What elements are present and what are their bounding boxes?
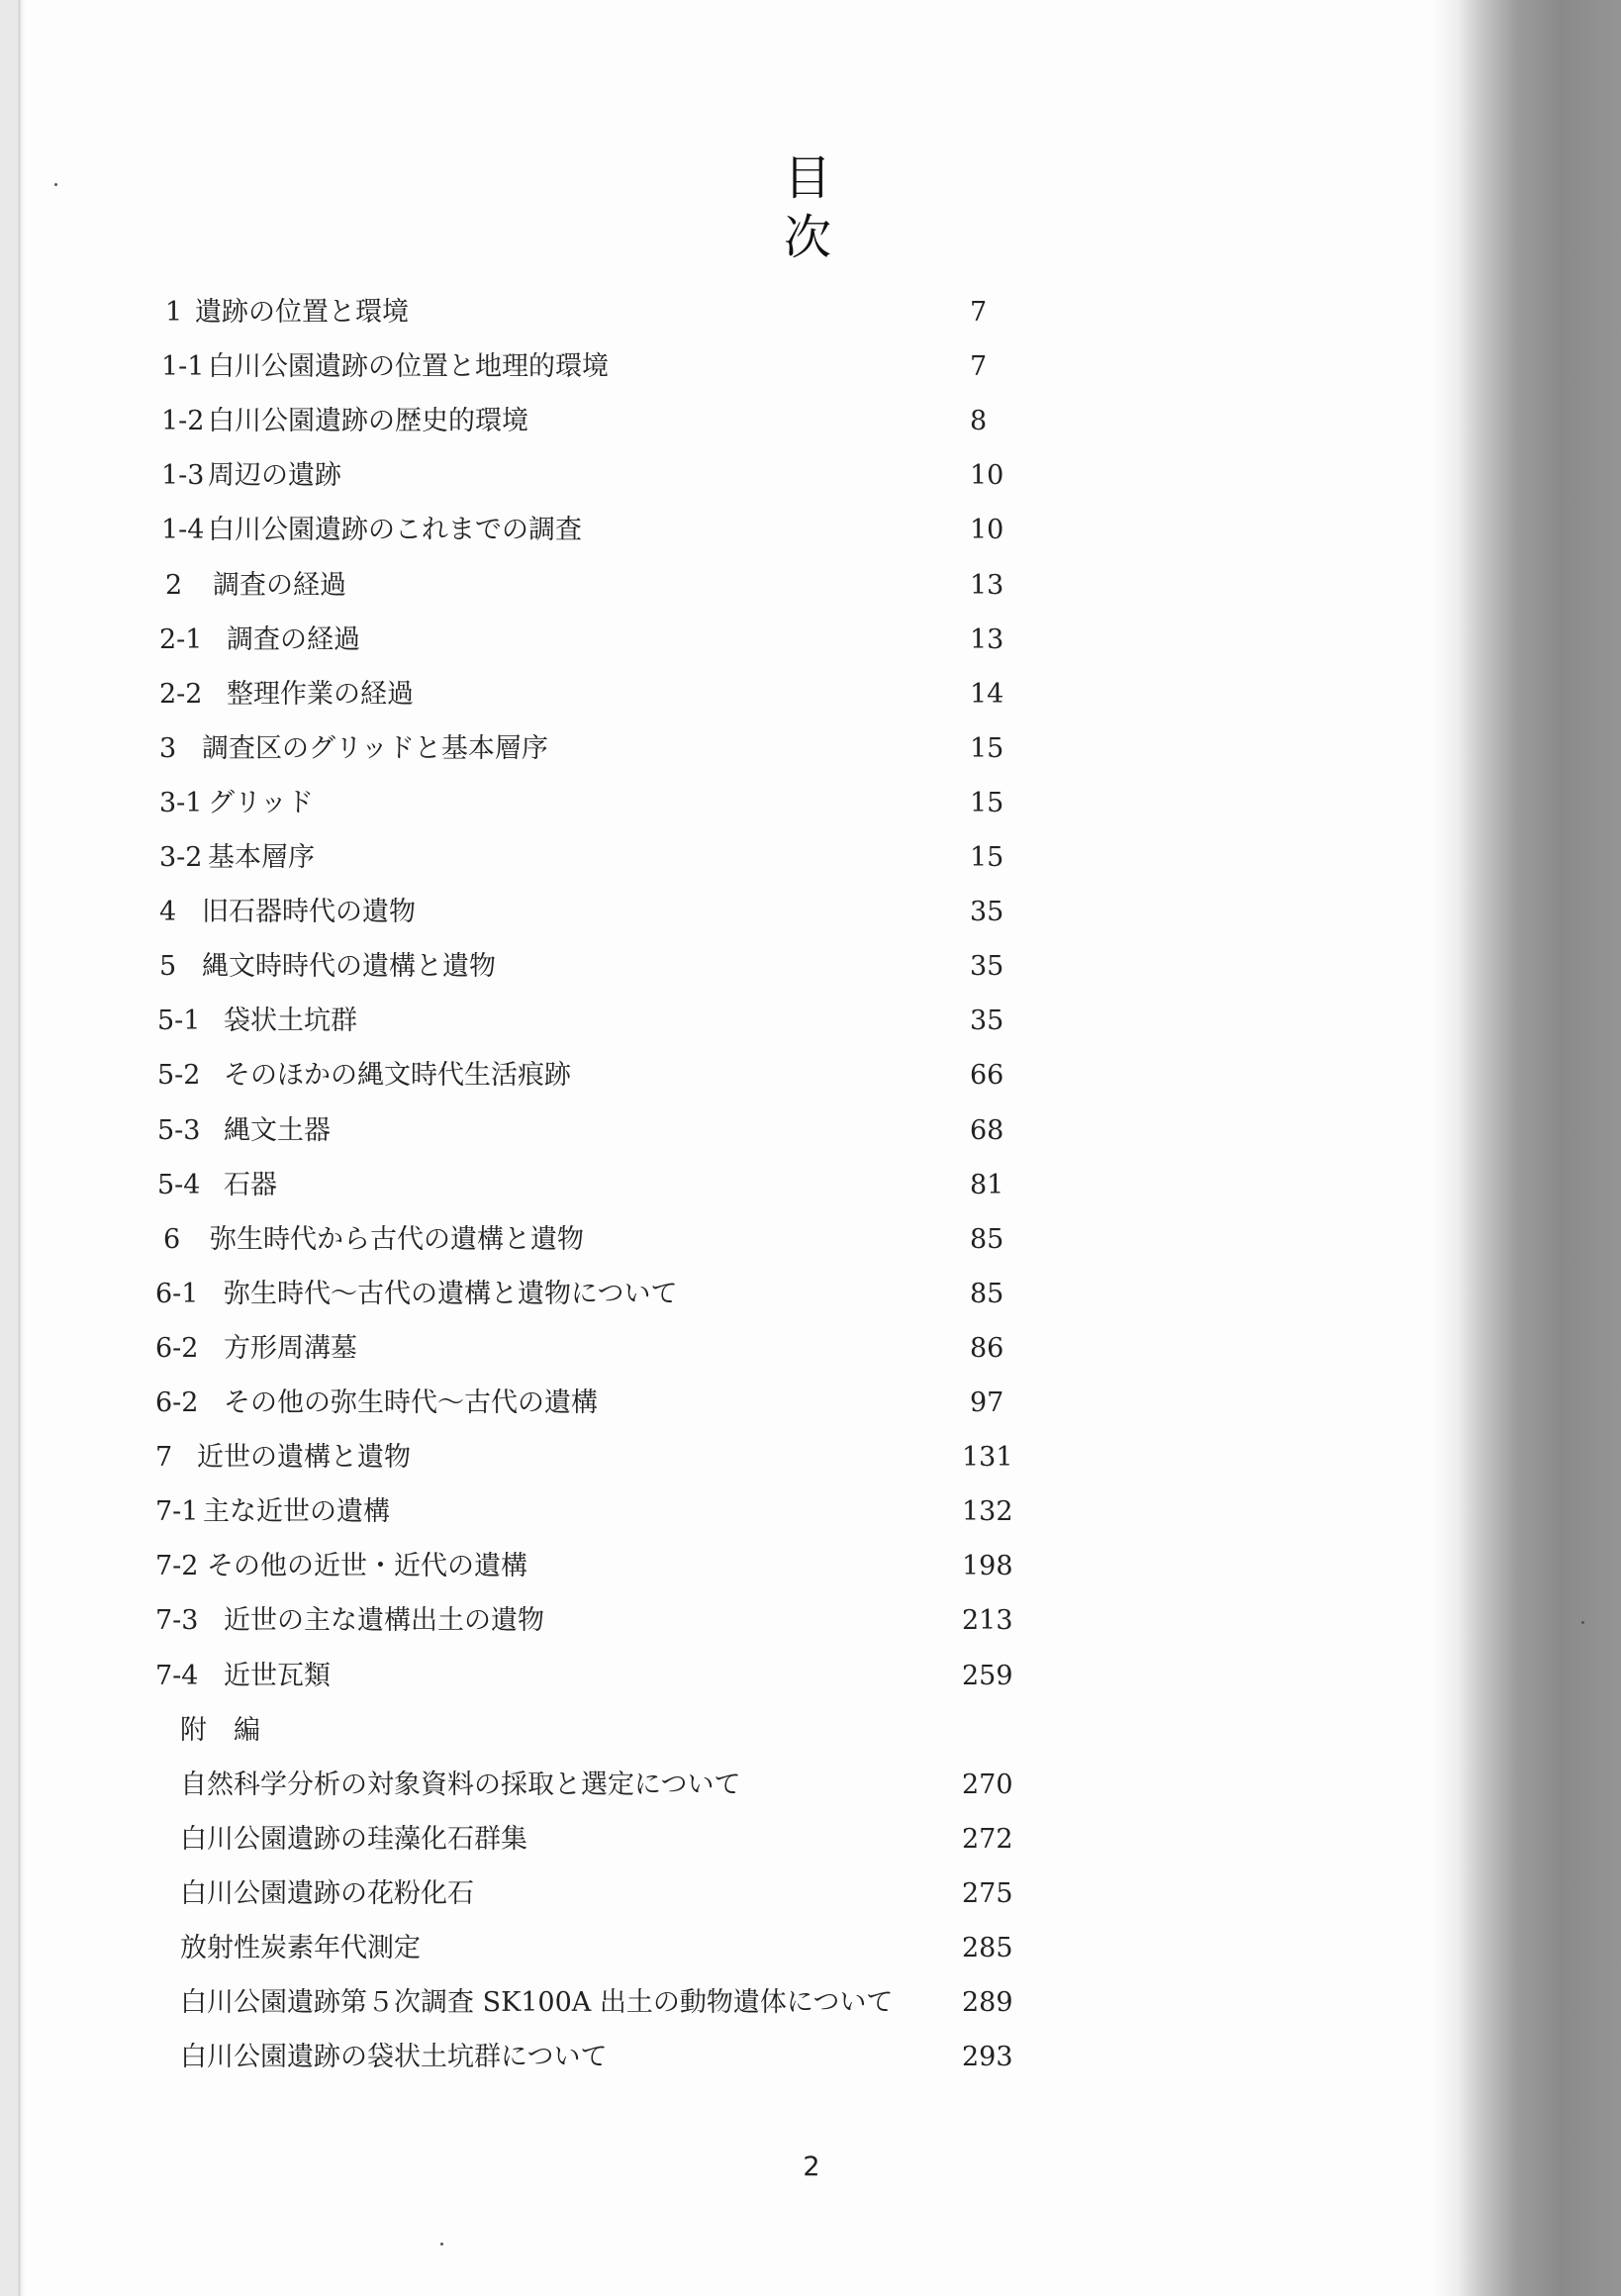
toc-entry-title: その他の近世・近代の遺構	[207, 1551, 527, 1582]
toc-entry-number: 5	[159, 951, 177, 983]
toc-entry-page: 275	[962, 1877, 1013, 1909]
toc-entry-title: 周辺の遺跡	[208, 460, 341, 492]
toc-entry-page: 272	[962, 1823, 1013, 1855]
toc-entry-title: 弥生時代から古代の遺構と遺物	[210, 1223, 584, 1255]
toc-entry-number: 7-3	[155, 1605, 199, 1637]
toc-entry-title: 白川公園遺跡の袋状土坑群について	[180, 2042, 608, 2073]
toc-entry	[158, 509, 1049, 552]
toc-entry-number: 4	[159, 897, 177, 928]
toc-entry-title: 放射性炭素年代測定	[180, 1933, 421, 1963]
toc-entry-page: 293	[962, 2042, 1013, 2073]
toc-entry-page: 8	[970, 406, 988, 437]
toc-entry-number: 5-3	[157, 1114, 201, 1146]
toc-entry	[158, 1164, 1049, 1207]
toc-entry-title: 袋状土坑群	[224, 1005, 357, 1037]
toc-entry-number: 5-2	[157, 1060, 201, 1092]
toc-entry-title: 調査の経過	[213, 569, 346, 601]
toc-entry-title: 白川公園遺跡第５次調査 SK100A 出土の動物遺体について	[180, 1987, 894, 2019]
toc-entry-number: 2-1	[159, 623, 203, 655]
toc-entry-page: 10	[970, 460, 1004, 492]
toc-entry-title: 調査の経過	[227, 623, 360, 655]
toc-entry-title: 方形周溝墓	[224, 1332, 357, 1364]
toc-entry	[158, 891, 1049, 934]
toc-entry-page: 14	[970, 678, 1004, 710]
toc-entry-title: 縄文土器	[224, 1114, 331, 1146]
toc-entry-title: 附 編	[180, 1714, 260, 1746]
toc-entry	[158, 1109, 1049, 1153]
toc-entry-number: 1-1	[161, 351, 205, 383]
toc-entry	[155, 1273, 1049, 1316]
toc-entry-number: 6-2	[155, 1332, 199, 1364]
toc-entry-page: 270	[962, 1769, 1013, 1800]
toc-entry-number: 6-1	[155, 1278, 199, 1309]
toc-entry	[158, 1927, 1049, 1970]
toc-entry-title: 石器	[224, 1169, 277, 1200]
toc-entry-page: 289	[962, 1987, 1013, 2019]
toc-entry-page: 13	[970, 569, 1004, 601]
toc-entry-title: 近世の遺構と遺物	[197, 1442, 411, 1474]
scan-speck	[440, 2243, 443, 2246]
toc-entry-page: 35	[970, 951, 1004, 983]
toc-entry-title: 白川公園遺跡の歴史的環境	[208, 406, 528, 437]
scan-speck	[1581, 1621, 1584, 1624]
toc-entry-title: 調査区のグリッドと基本層序	[202, 732, 548, 764]
toc-entry-number: 7-4	[155, 1660, 199, 1691]
toc-entry-page: 198	[962, 1551, 1013, 1582]
toc-entry-page: 66	[970, 1060, 1004, 1092]
toc-entry	[158, 1000, 1049, 1043]
page-number: 2	[803, 2152, 820, 2182]
toc-entry-page: 86	[970, 1332, 1004, 1364]
toc-entry	[155, 1436, 1049, 1480]
toc-entry-page: 10	[970, 515, 1004, 546]
toc-entry-title: 近世瓦類	[224, 1660, 331, 1691]
toc-entry-number: 1-2	[161, 406, 205, 437]
toc-entry-page: 7	[970, 297, 988, 328]
toc-entry-page: 81	[970, 1169, 1004, 1200]
toc-entry-page: 7	[970, 351, 988, 383]
toc-entry	[155, 1655, 1049, 1698]
toc-entry-page: 85	[970, 1278, 1004, 1309]
toc-entry-number: 2	[165, 569, 183, 601]
toc-entry	[158, 836, 1049, 880]
toc-entry-number: 6-2	[155, 1387, 199, 1418]
toc-entry	[158, 619, 1049, 662]
toc-entry-title: 白川公園遺跡のこれまでの調査	[208, 515, 582, 546]
toc-entry-page: 85	[970, 1223, 1004, 1255]
toc-entry-page: 35	[970, 1005, 1004, 1037]
toc-entry-number: 1-4	[161, 515, 205, 546]
toc-entry-number: 7-1	[155, 1496, 199, 1528]
toc-entry-title: 基本層序	[208, 842, 315, 873]
toc-entry-page: 35	[970, 897, 1004, 928]
toc-entry-page: 68	[970, 1114, 1004, 1146]
toc-entry-title: 近世の主な遺構出土の遺物	[224, 1605, 544, 1637]
toc-entry	[158, 564, 1049, 608]
toc-entry-page: 97	[970, 1387, 1004, 1418]
toc-entry-title: その他の弥生時代～古代の遺構	[224, 1387, 598, 1418]
page-title: 目 次	[783, 150, 859, 265]
toc-entry-number: 6	[163, 1223, 181, 1255]
toc-entry	[158, 1054, 1049, 1098]
toc-entry	[158, 1872, 1049, 1916]
toc-entry-number: 1-3	[161, 460, 205, 492]
toc-entry-number: 5-4	[157, 1169, 201, 1200]
toc-entry-title: 自然科学分析の対象資料の採取と選定について	[180, 1769, 741, 1800]
toc-entry	[158, 1709, 1049, 1753]
toc-entry	[158, 727, 1049, 771]
toc-entry	[155, 1327, 1049, 1371]
toc-entry-title: 白川公園遺跡の花粉化石	[180, 1877, 474, 1909]
toc-entry-title: 白川公園遺跡の珪藻化石群集	[180, 1823, 527, 1855]
toc-entry-number: 7-2	[155, 1551, 199, 1582]
toc-entry-page: 15	[970, 732, 1004, 764]
toc-entry	[155, 1382, 1049, 1425]
toc-entry-page: 15	[970, 842, 1004, 873]
toc-entry	[158, 454, 1049, 498]
toc-entry-number: 7	[155, 1442, 173, 1474]
toc-entry-title: 白川公園遺跡の位置と地理的環境	[208, 351, 609, 383]
toc-entry	[158, 945, 1049, 989]
toc-entry-page: 259	[962, 1660, 1013, 1691]
toc-entry-title: 主な近世の遺構	[203, 1496, 390, 1528]
toc-entry	[158, 400, 1049, 443]
toc-entry-title: 弥生時代～古代の遺構と遺物について	[224, 1278, 678, 1309]
toc-entry-page: 132	[962, 1496, 1013, 1528]
toc-entry-number: 5-1	[157, 1005, 201, 1037]
toc-entry	[158, 782, 1049, 825]
toc-entry-number: 3-1	[159, 787, 203, 818]
toc-entry-page: 13	[970, 623, 1004, 655]
toc-entry-title: 旧石器時代の遺物	[202, 897, 416, 928]
toc-entry	[158, 1818, 1049, 1862]
toc-entry	[155, 1599, 1049, 1643]
toc-entry	[155, 1545, 1049, 1588]
scan-binding-shadow	[1433, 0, 1621, 2296]
toc-entry-title: 遺跡の位置と環境	[195, 297, 409, 328]
toc-entry-page: 131	[962, 1442, 1013, 1474]
toc-entry-page: 285	[962, 1933, 1013, 1963]
toc-entry	[158, 1764, 1049, 1807]
toc-entry-number: 3-2	[159, 842, 203, 873]
toc-entry	[158, 345, 1049, 389]
scan-speck	[54, 183, 57, 186]
toc-entry	[158, 1218, 1049, 1262]
toc-entry-number: 3	[159, 732, 177, 764]
toc-entry-title: 整理作業の経過	[227, 678, 414, 710]
toc-entry	[155, 1490, 1049, 1534]
toc-entry-number: 2-2	[159, 678, 203, 710]
page-left-edge	[0, 0, 26, 2296]
toc-entry	[158, 1981, 1049, 2025]
toc-entry-page: 213	[962, 1605, 1013, 1637]
toc-entry-page: 15	[970, 787, 1004, 818]
toc-entry-title: グリッド	[208, 787, 314, 818]
toc-entry	[158, 2036, 1049, 2079]
toc-entry-title: 縄文時時代の遺構と遺物	[202, 951, 496, 983]
toc-entry	[158, 673, 1049, 717]
toc-entry-title: そのほかの縄文時代生活痕跡	[224, 1060, 571, 1092]
toc-entry-number: 1	[165, 297, 183, 328]
toc-entry	[158, 291, 1049, 335]
